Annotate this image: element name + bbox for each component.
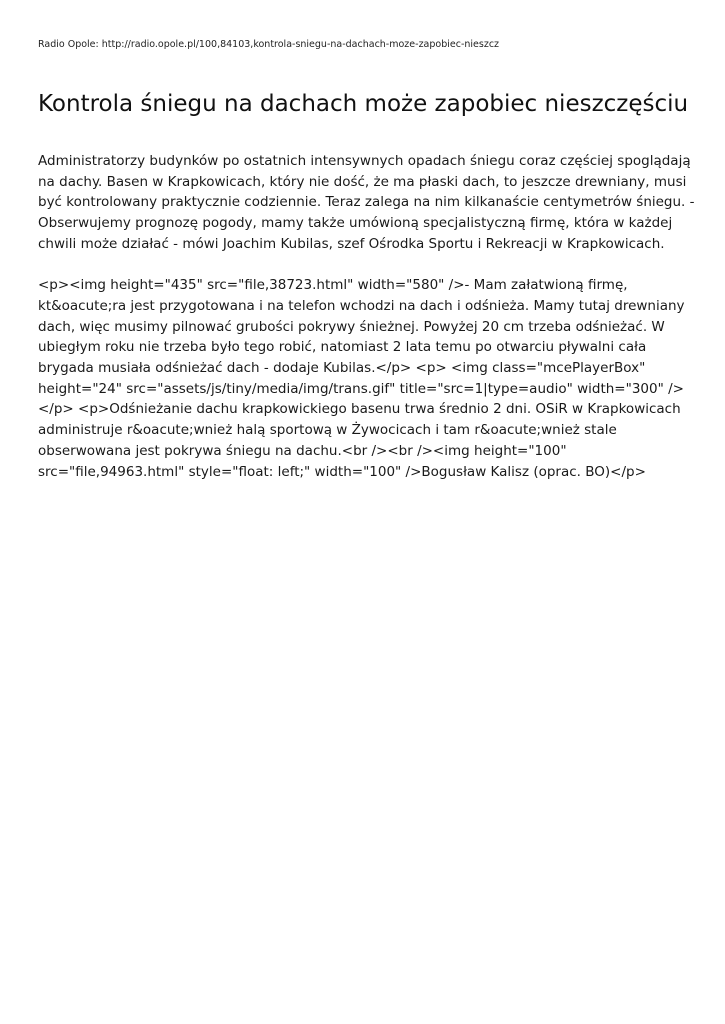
- article-title: Kontrola śniegu na dachach może zapobiec nieszczęściu: [38, 91, 689, 117]
- article-paragraph-raw-html: <p><img height="435" src="file,38723.html" width="580" />- Mam załatwioną firmę, kt&oacute;ra jest przygotowana i na telefon wchodzi na dach i odśnieża. Mamy tutaj drewniany dach, więc musimy pilnować grubości pokrywy śnieżnej. Powyżej 20 cm trzeba odśnieżać. W ubiegłym roku nie trzeba było tego robić, natomiast 2 lata temu po otwarciu pływalni cała brygada musiała odśnieżać dach - dodaje Kubilas.</p> <p> <img class="mcePlayerBox" height="24" src="assets/js/tiny/media/img/trans.gif" title="src=1|type=audio" width="300" /></p> <p>Odśnieżanie dachu krapkowickiego basenu trwa średnio 2 dni. OSiR w Krapkowicach administruje r&oacute;wnież halą sportową w Żywocicach i tam r&oacute;wnież stale obserwowana jest pokrywa śniegu na dachu.<br /><br /><img height="100" src="file,94963.html" style="float: left;" width="100" />Bogusław Kalisz (oprac. BO)</p>: [38, 277, 685, 480]
- source-url-line: Radio Opole: http://radio.opole.pl/100,84103,kontrola-sniegu-na-dachach-moze-zapobiec-nieszcz: [38, 39, 500, 50]
- article-paragraph-lead: Administratorzy budynków po ostatnich intensywnych opadach śniegu coraz częściej spoglądają na dachy. Basen w Krapkowicach, który nie dość, że ma płaski dach, to jeszcze drewniany, musi być kontrolowany praktycznie codziennie. Teraz zalega na nim kilkanaście centymetrów śniegu. - Obserwujemy prognozę pogody, mamy także umówioną specjalistyczną firmę, która w każdej chwili może działać - mówi Joachim Kubilas, szef Ośrodka Sportu i Rekreacji w Krapkowicach.: [38, 153, 695, 252]
- article-body: [38, 151, 698, 503]
